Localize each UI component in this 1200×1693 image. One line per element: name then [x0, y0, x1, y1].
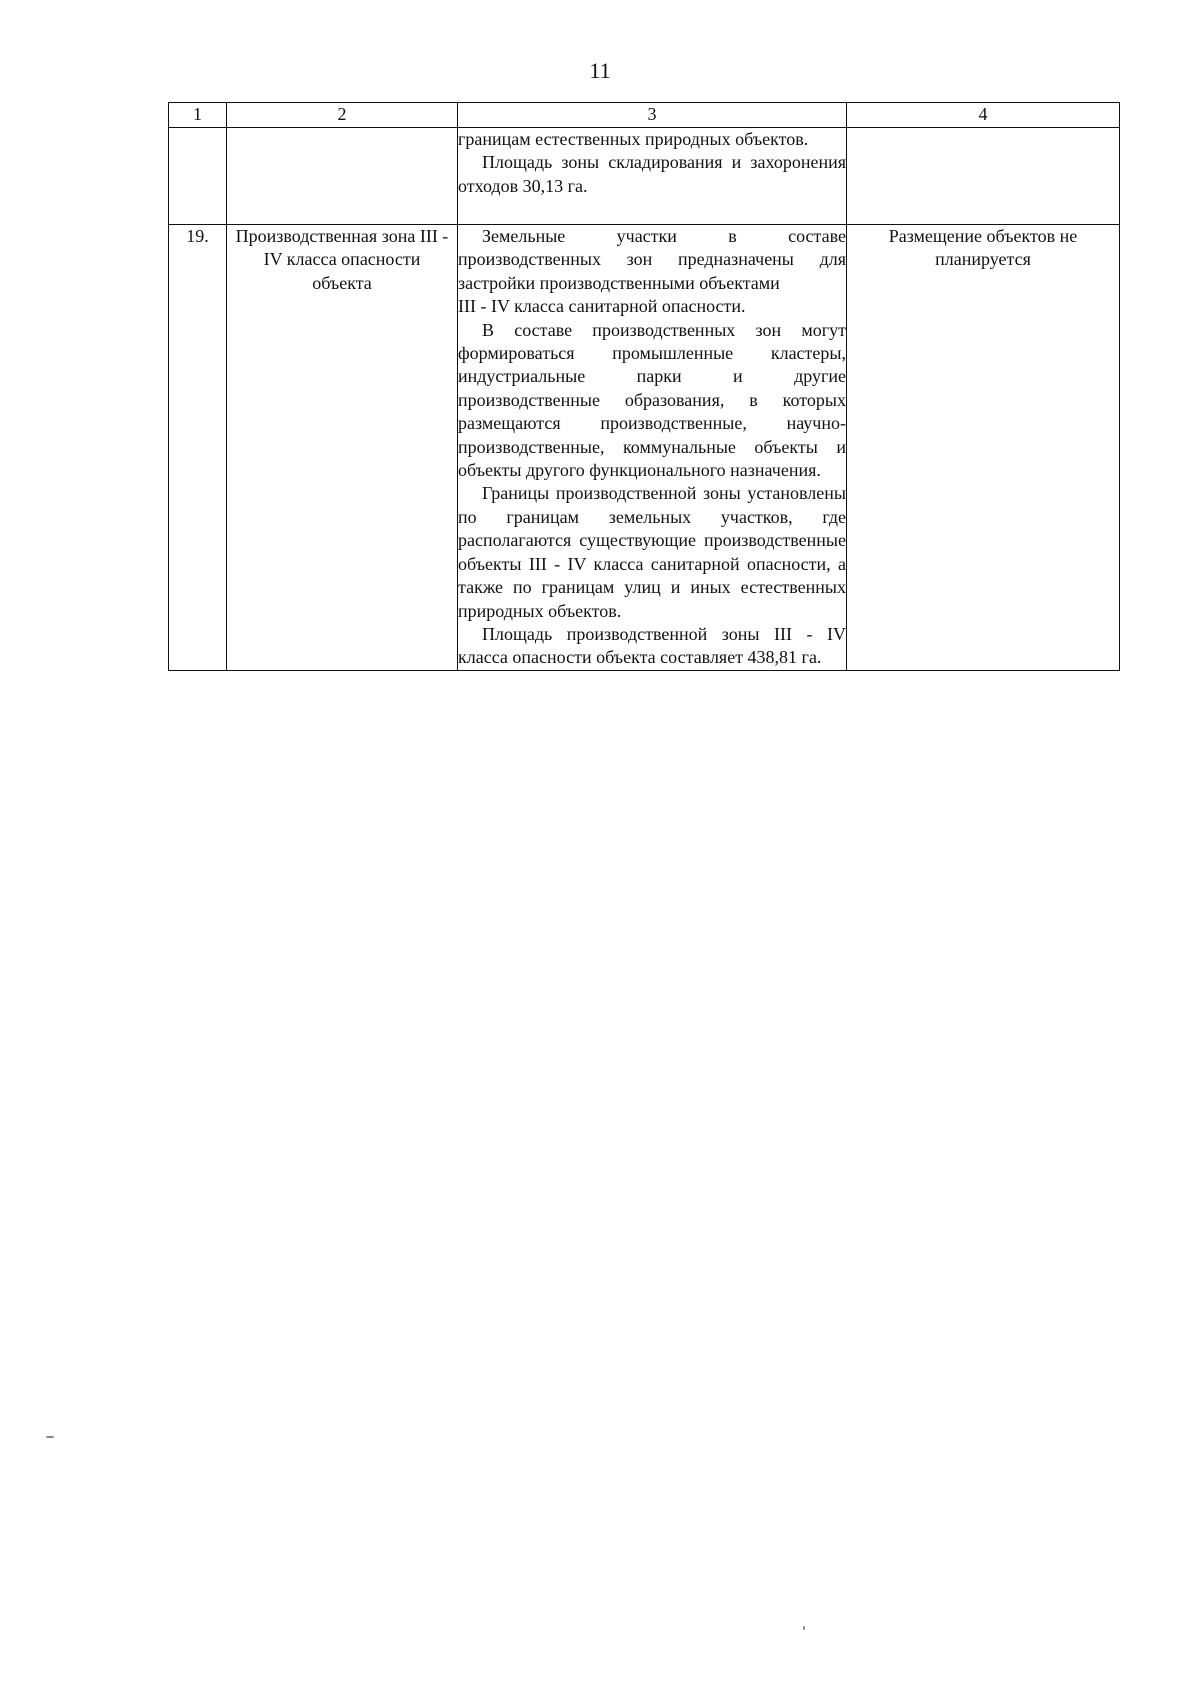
description-paragraph: Земельные участки в составе производственных зон предназначены для застройки производственными объектами [458, 226, 846, 293]
page-number: 11 [589, 58, 611, 83]
placement-text: Размещение объектов не планируется [888, 226, 1078, 270]
row-number-cell [169, 128, 227, 225]
row-number-cell: 19. [169, 225, 227, 671]
zone-name-cell [227, 225, 458, 671]
description-paragraph: III - IV класса санитарной опасности. [458, 296, 746, 317]
scan-speck [46, 1436, 54, 1438]
scan-speck [803, 1626, 805, 1630]
header-col-3: 3 [458, 103, 847, 128]
header-col-2: 2 [227, 103, 458, 128]
description-paragraph: Площадь производственной зоны III - IV класса опасности объекта составляет 438,81 га. [458, 623, 846, 668]
placement-cell [847, 128, 1120, 225]
zone-description-cell [458, 128, 847, 225]
description-paragraph: Границы производственной зоны установлены по границам земельных участков, где располагаются существующие производственные объекты III - IV класса санитарной опасности, а также по границам улиц и иных естественных природных объектов. [458, 483, 846, 621]
description-paragraph: Площадь зоны складирования и захоронения отходов 30,13 га. [458, 152, 846, 196]
table-row-continuation [169, 128, 1120, 225]
header-col-4: 4 [847, 103, 1120, 128]
zone-description-cell [458, 225, 847, 671]
header-col-1: 1 [169, 103, 227, 128]
table-header-row [169, 103, 1120, 128]
zone-name-cell [227, 128, 458, 225]
description-paragraph: границам естественных природных объектов. [458, 129, 809, 149]
zones-table [168, 102, 1120, 671]
placement-cell [847, 225, 1120, 671]
description-paragraph: В составе производственных зон могут формироваться промышленные кластеры, индустриальные парки и другие производственные образования, в которых размещаются производственные, научно-производственные, коммунальные объекты и объекты другого функционального назначения. [458, 319, 846, 481]
table-row-19 [169, 225, 1120, 671]
zone-name-text: Производственная зона III - IV класса опасности объекта [235, 226, 449, 293]
